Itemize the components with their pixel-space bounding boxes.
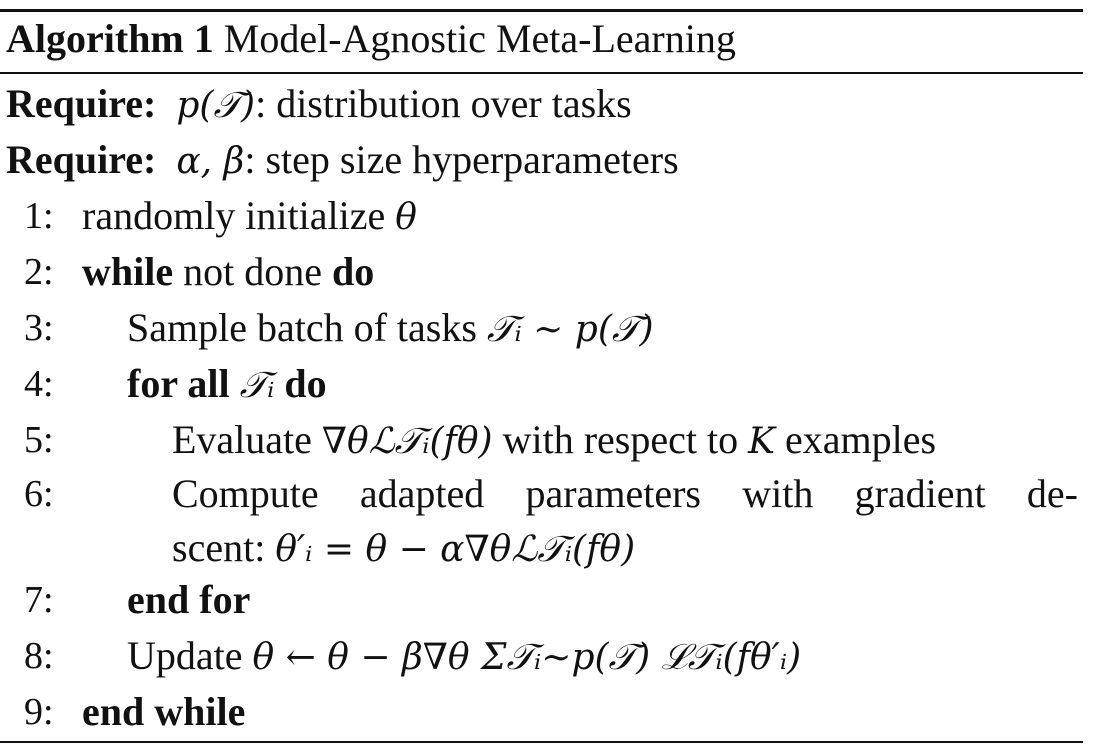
require-keyword: Require: — [6, 81, 157, 126]
step-word: with — [742, 471, 814, 516]
step-5 — [172, 416, 936, 466]
step-word: parameters — [525, 471, 701, 516]
step-text: Sample batch of tasks — [127, 305, 487, 350]
caption-rule — [0, 72, 1083, 74]
line-number-2: 2: — [24, 251, 54, 293]
require-text: : distribution over tasks — [255, 81, 632, 126]
step-text: scent: — [172, 525, 276, 570]
step-word: Compute — [172, 471, 319, 516]
keyword-do: do — [284, 361, 327, 406]
step-6-line-1 — [172, 470, 1078, 518]
step-text-2: with respect to — [492, 417, 749, 462]
line-number-3: 3: — [24, 307, 54, 349]
step-word: gradient — [854, 471, 986, 516]
keyword-end-while: end while — [82, 689, 246, 734]
line-number-6: 6: — [24, 473, 54, 515]
keyword-do: do — [332, 249, 375, 294]
step-8 — [127, 632, 801, 682]
step-math: θ ← θ − β∇θ Σ𝒯ᵢ∼p(𝒯) ℒ𝒯ᵢ(fθ′ᵢ) — [252, 637, 802, 678]
step-1 — [82, 192, 417, 242]
step-text: Update — [127, 633, 253, 678]
step-text: not done — [173, 249, 332, 294]
require-text: : step size hyperparameters — [244, 137, 679, 182]
line-number-5: 5: — [24, 419, 54, 461]
line-number-4: 4: — [24, 363, 54, 405]
top-rule — [0, 9, 1083, 12]
algorithm-label: Algorithm 1 — [6, 16, 214, 61]
step-math: 𝒯ᵢ — [239, 365, 275, 406]
step-word: de- — [1026, 471, 1078, 516]
step-text-3: examples — [774, 417, 937, 462]
line-number-9: 9: — [24, 691, 54, 733]
require-line-2 — [6, 136, 679, 186]
keyword-while: while — [82, 249, 174, 294]
step-9 — [82, 688, 245, 736]
step-word: adapted — [359, 471, 485, 516]
line-number-1: 1: — [24, 195, 54, 237]
algorithm-caption — [6, 15, 736, 63]
step-math: ∇θℒ𝒯ᵢ(fθ) — [321, 421, 493, 462]
step-6-line-2 — [172, 524, 635, 574]
require-line-1 — [6, 80, 632, 130]
step-7 — [127, 576, 250, 624]
bottom-rule — [0, 741, 1083, 743]
require-math: α, β — [176, 141, 245, 182]
step-4 — [127, 360, 327, 410]
step-math: θ — [395, 197, 417, 238]
require-keyword: Require: — [6, 137, 157, 182]
algorithm-title: Model-Agnostic Meta-Learning — [223, 16, 736, 61]
step-text: randomly initialize — [82, 193, 396, 238]
step-3 — [127, 304, 654, 354]
require-math: p(𝒯) — [176, 85, 256, 126]
step-math-2: K — [748, 421, 775, 462]
keyword-for-all: for all — [127, 361, 230, 406]
step-math: 𝒯ᵢ ∼ p(𝒯) — [486, 309, 654, 350]
line-number-7: 7: — [24, 579, 54, 621]
step-text: Evaluate — [172, 417, 322, 462]
step-math: θ′ᵢ = θ − α∇θℒ𝒯ᵢ(fθ) — [275, 529, 636, 570]
keyword-end-for: end for — [127, 577, 251, 622]
line-number-8: 8: — [24, 635, 54, 677]
step-2 — [82, 248, 374, 296]
